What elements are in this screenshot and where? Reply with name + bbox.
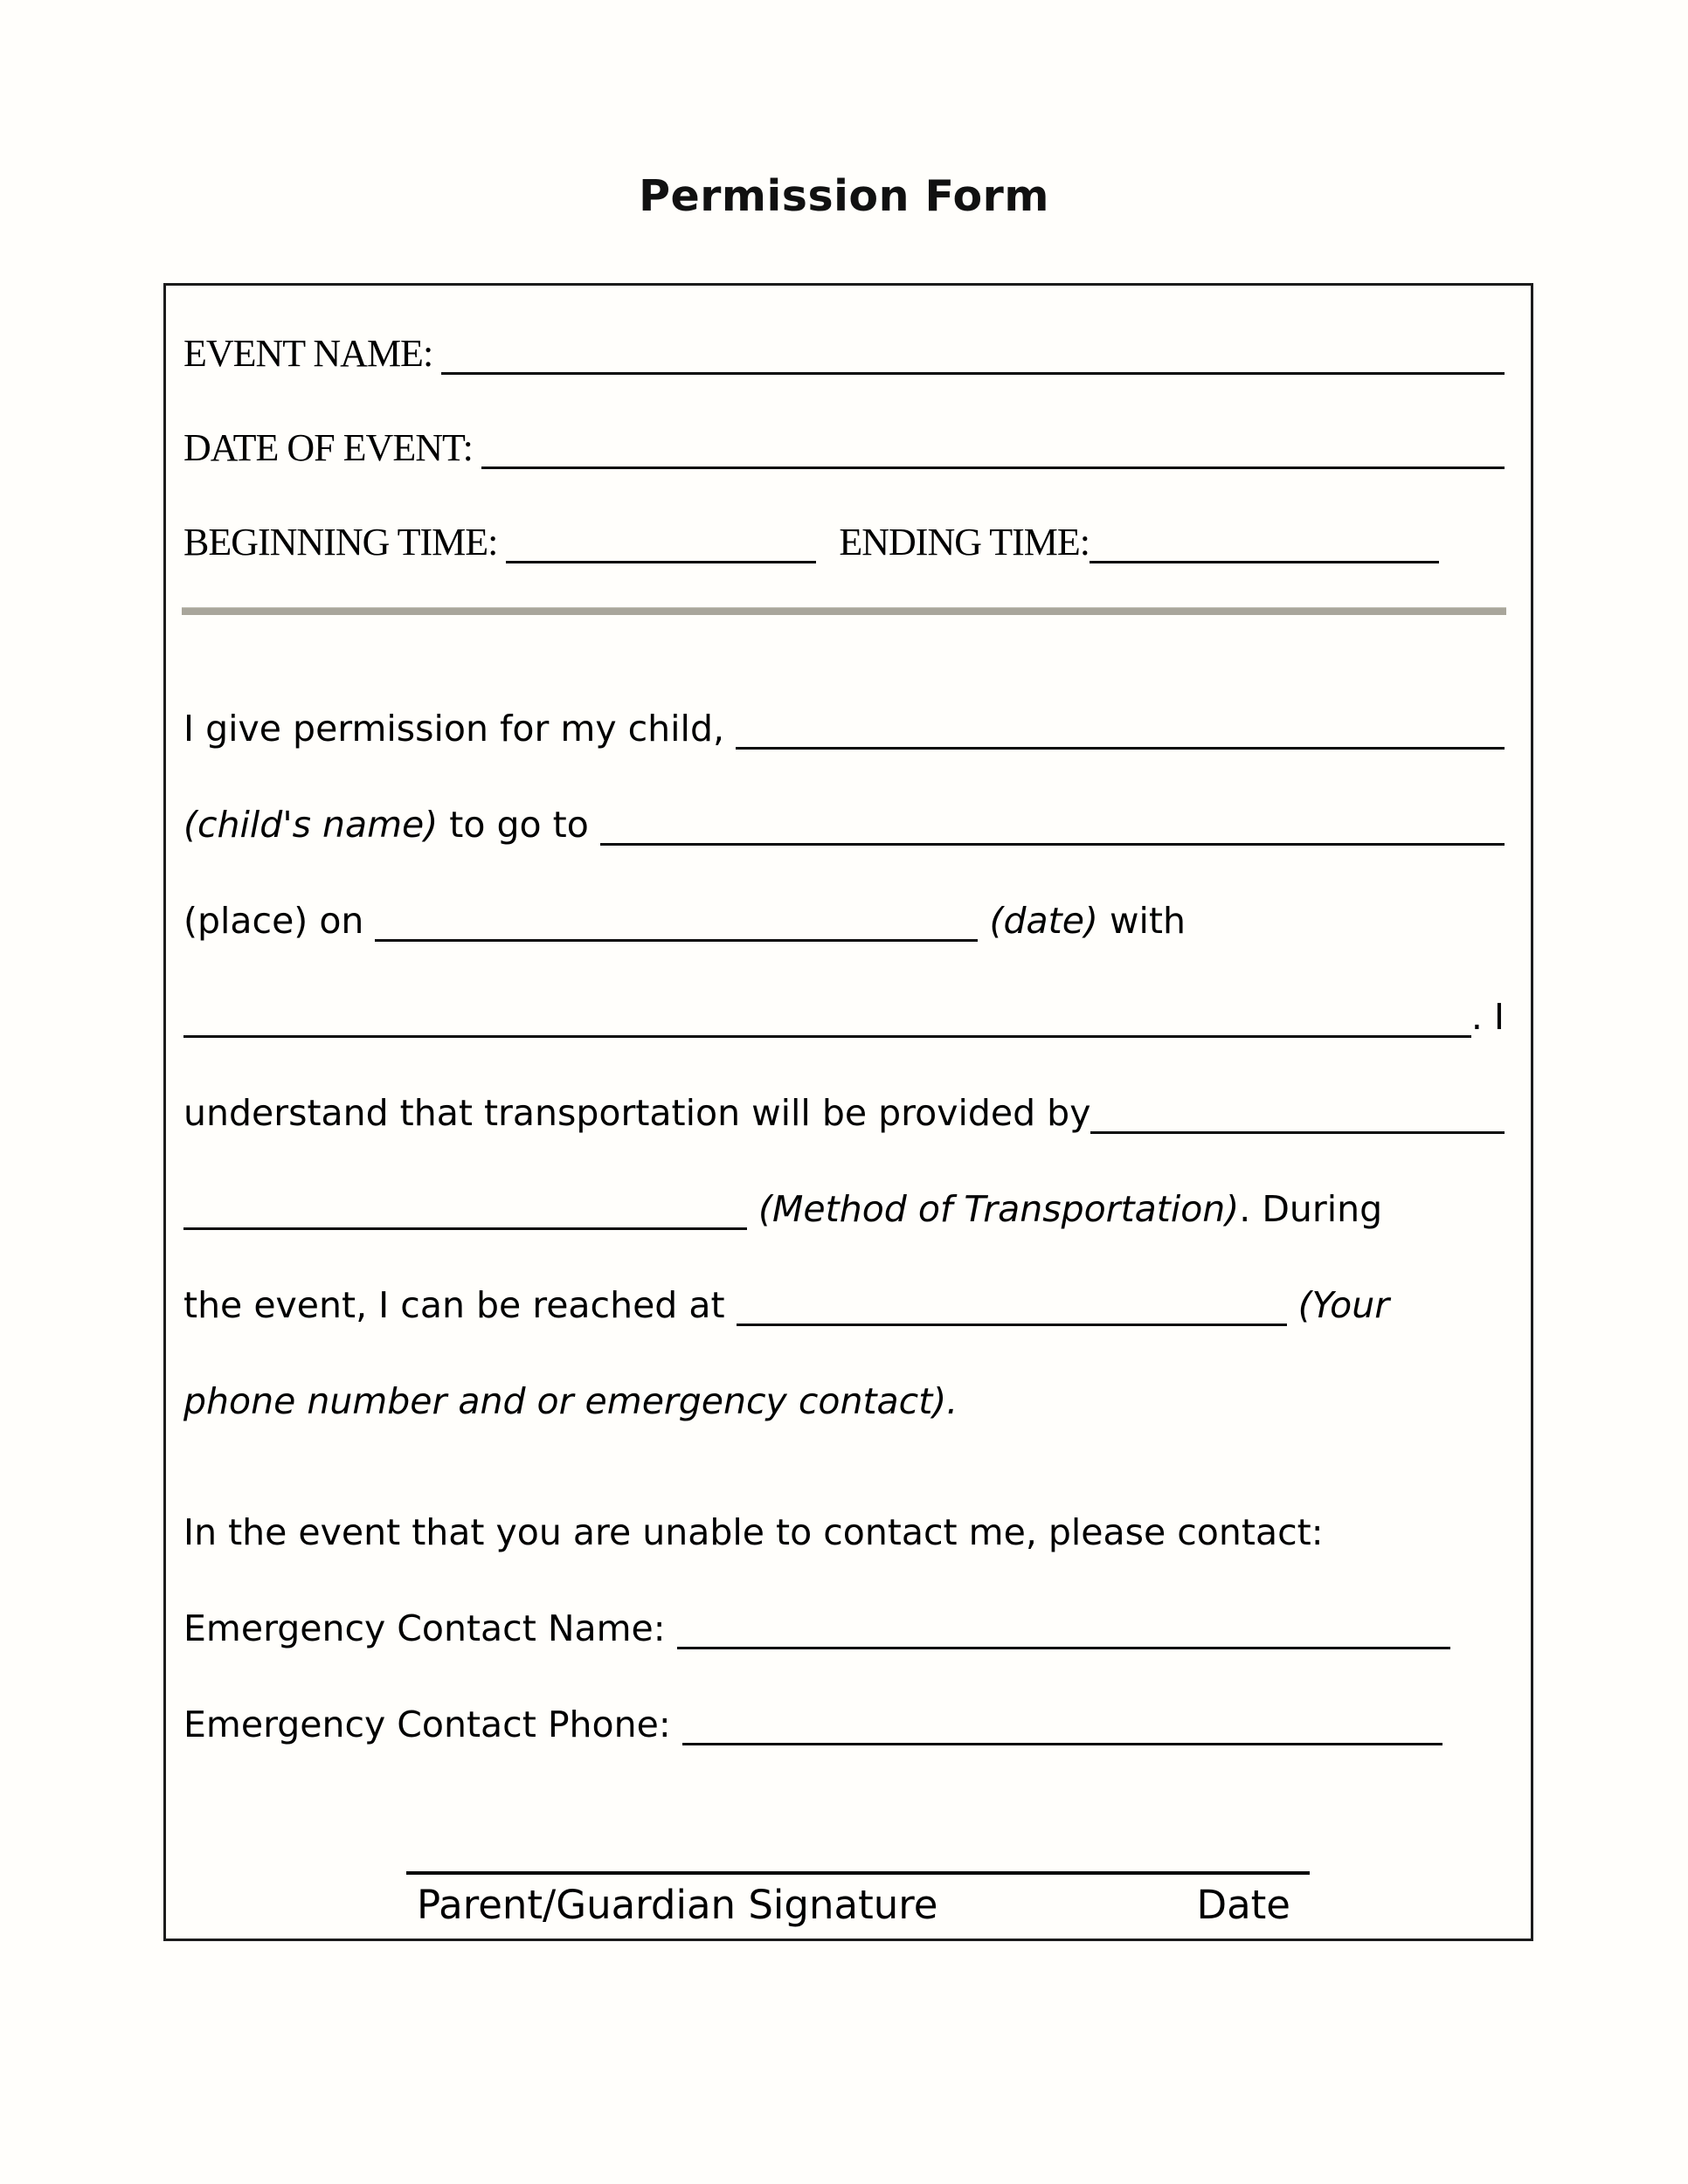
place-blank	[600, 843, 1505, 846]
child-name-caption: (child's name)	[183, 804, 439, 846]
phone-blank	[737, 1324, 1287, 1326]
emergency-phone-blank	[682, 1743, 1442, 1745]
emergency-name-row	[183, 1607, 1505, 1649]
form-box	[163, 283, 1533, 1941]
place-on-text: (place) on	[183, 900, 376, 942]
body-line-4	[183, 996, 1505, 1038]
emergency-name-blank	[677, 1647, 1450, 1649]
body-line-7	[183, 1284, 1505, 1326]
sentence-end-text: . I	[1470, 996, 1505, 1038]
date-label: Date	[1196, 1882, 1290, 1928]
event-name-label: EVENT NAME:	[183, 332, 442, 375]
child-name-blank	[736, 747, 1505, 750]
transportation-blank-1	[1090, 1131, 1505, 1134]
permission-text: I give permission for my child,	[183, 708, 737, 750]
event-name-blank	[441, 372, 1505, 375]
body-line-1	[183, 708, 1505, 750]
body-line-6	[183, 1188, 1505, 1230]
contact-intro-line	[183, 1511, 1505, 1553]
signature-block	[406, 1871, 1310, 1928]
method-caption: (Method of Transportation)	[747, 1188, 1240, 1230]
contact-intro-text: In the event that you are unable to contact me, please contact:	[183, 1511, 1324, 1553]
times-row	[183, 520, 1505, 564]
body-line-3	[183, 900, 1505, 942]
signature-label: Parent/Guardian Signature	[417, 1882, 938, 1928]
date-blank	[375, 939, 978, 942]
ending-time-label: ENDING TIME:	[839, 521, 1090, 563]
event-name-row	[183, 331, 1505, 376]
transportation-blank-2	[183, 1227, 747, 1230]
section-divider	[182, 608, 1506, 615]
transportation-text: understand that transportation will be provided by	[183, 1092, 1091, 1134]
beginning-time-blank	[506, 561, 816, 563]
beginning-time-label: BEGINNING TIME:	[183, 521, 507, 563]
emergency-phone-label: Emergency Contact Phone:	[183, 1704, 682, 1745]
emergency-name-label: Emergency Contact Name:	[183, 1607, 677, 1649]
date-of-event-blank	[481, 467, 1505, 469]
chaperone-blank	[183, 1035, 1471, 1038]
during-text: . During	[1239, 1188, 1383, 1230]
to-go-to-text: to go to	[438, 804, 600, 846]
emergency-phone-row	[183, 1704, 1505, 1745]
phone-caption: phone number and or emergency contact).	[183, 1380, 958, 1422]
reached-at-text: the event, I can be reached at	[183, 1284, 737, 1326]
body-line-2	[183, 804, 1505, 846]
body-line-5	[183, 1092, 1505, 1134]
with-text: with	[1097, 900, 1186, 942]
page-title: Permission Form	[639, 171, 1049, 221]
date-caption: (date)	[978, 900, 1098, 942]
ending-time-blank	[1090, 561, 1439, 563]
body-line-8	[183, 1380, 1505, 1422]
date-of-event-row	[183, 425, 1505, 470]
your-caption: (Your	[1286, 1284, 1390, 1326]
date-of-event-label: DATE OF EVENT:	[183, 426, 481, 469]
